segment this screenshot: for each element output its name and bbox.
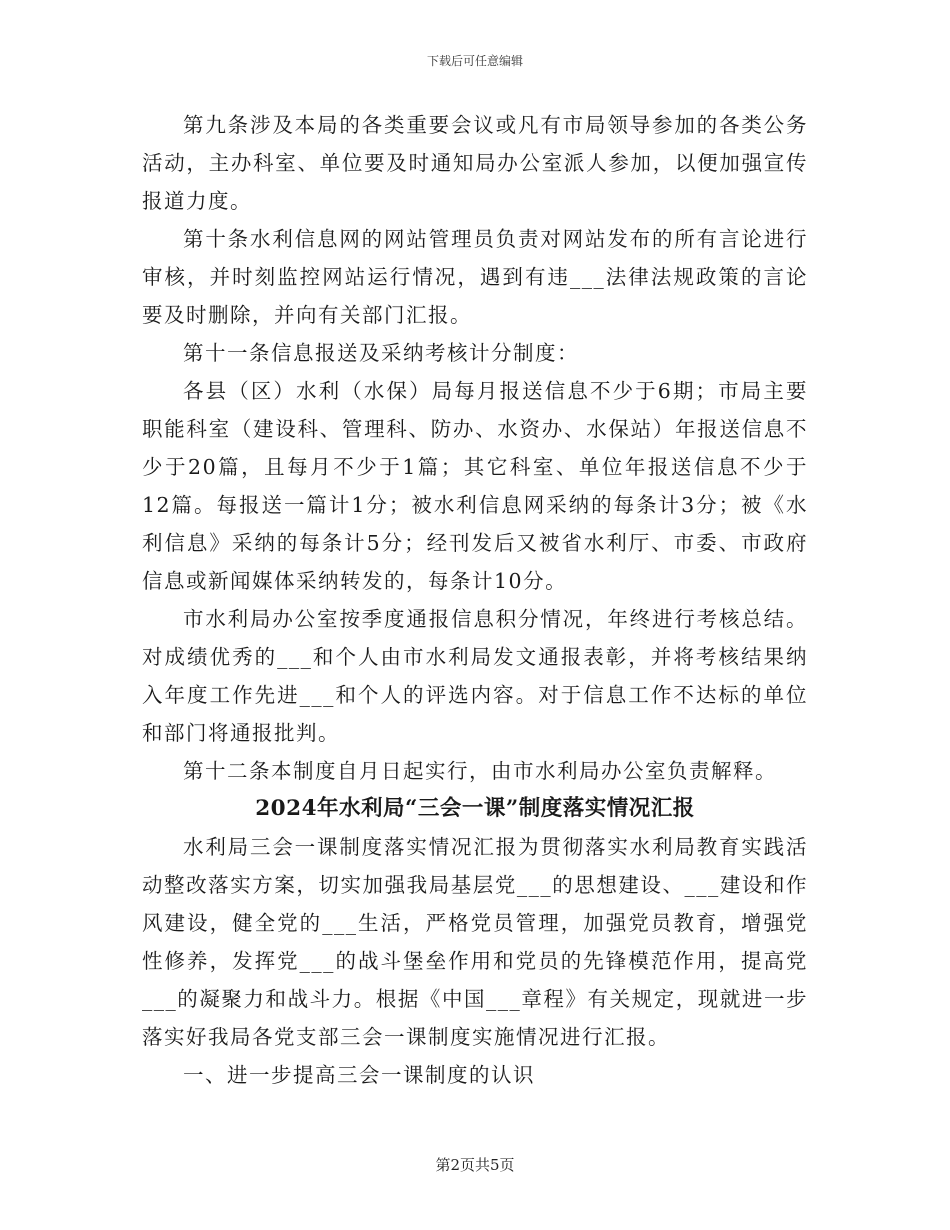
page-header: 下载后可任意编辑 (426, 54, 523, 68)
paragraph-reporting-quota: 各县（区）水利（水保）局每月报送信息不少于6期；市局主要职能科室（建设科、管理科、防办、水资办、水保站）年报送信息不少于20篇，且每月不少于1篇；其它科室、单位年报送信息不少于12篇。每报送一篇计1分；被水利信息网采纳的每条计3分；被《水利信息》采纳的每条计5分；经刊发后又被省水利厅、市委、市政府信息或新闻媒体采纳转发的，每条计10分。 (142, 379, 808, 593)
section-title: 2024年水利局“三会一课”制度落实情况汇报 (255, 796, 695, 821)
document-body (142, 106, 808, 1094)
paragraph-report-intro: 水利局三会一课制度落实情况汇报为贯彻落实水利局教育实践活动整改落实方案，切实加强我局基层党___的思想建设、___建设和作风建设，健全党的___生活，严格党员管理，加强党员教育，增强党性修养，发挥党___的战斗堡垒作用和党员的先锋模范作用，提高党___的凝聚力和战斗力。根据《中国___章程》有关规定，现就进一步落实好我局各党支部三会一课制度实施情况进行汇报。 (142, 835, 808, 1049)
paragraph-article-9: 第九条涉及本局的各类重要会议或凡有市局领导参加的各类公务活动，主办科室、单位要及时通知局办公室派人参加，以便加强宣传报道力度。 (142, 113, 808, 213)
paragraph-article-12: 第十二条本制度自月日起实行，由市水利局办公室负责解释。 (183, 759, 777, 783)
paragraph-article-10: 第十条水利信息网的网站管理员负责对网站发布的所有言论进行审核，并时刻监控网站运行情况，遇到有违___法律法规政策的言论要及时删除，并向有关部门汇报。 (142, 227, 808, 327)
paragraph-quarterly-review: 市水利局办公室按季度通报信息积分情况，年终进行考核总结。对成绩优秀的___和个人由市水利局发文通报表彰，并将考核结果纳入年度工作先进___和个人的评选内容。对于信息工作不达标的单位和部门将通报批判。 (142, 607, 808, 745)
paragraph-heading-one: 一、进一步提高三会一课制度的认识 (183, 1063, 535, 1087)
page-number: 第2页共5页 (435, 1156, 515, 1174)
paragraph-article-11: 第十一条信息报送及采纳考核计分制度： (183, 341, 579, 365)
